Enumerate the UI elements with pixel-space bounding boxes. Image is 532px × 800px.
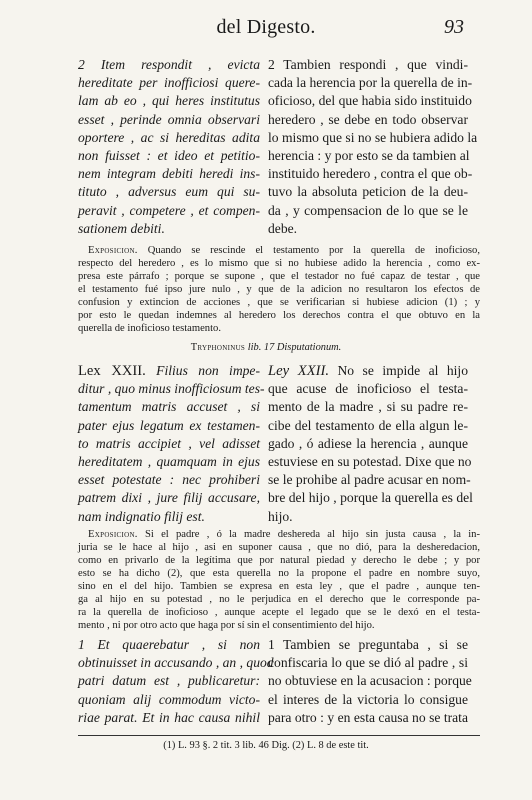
source-caption [0,342,532,353]
footnotes: (1) L. 93 §. 2 tit. 3 lib. 46 Dig. (2) L. 8 de este tit. [163,740,369,751]
text-line: para otro : y en esta causa no se trata [268,709,468,725]
lex22-spanish [268,362,473,526]
text-line: quoniam alij commodum victo- [78,691,260,707]
text-line: confusion y extincion de acciones , que se verificarian si hubiese adicion (1) ; y [78,297,480,308]
text-line: gado , ó adiese la herencia , aunque [268,435,468,451]
text-line: como en privarlo de la legítima que por natural piedad y derecho le debe ; y por [78,555,480,566]
text-line: oportere , ac si hereditas adita [78,129,260,145]
text-span: Filius non impe- [145,363,260,378]
text-line: riae parat. Et in hac causa nihil [78,709,260,725]
text-line: respecto del heredero , es lo mismo que si no hubiese adido la herencia , como ex- [78,258,480,269]
section2-latin [78,56,260,238]
text-line: peravit , competere , et compen- [78,202,260,218]
text-line: esset , perinde omnia observari [78,111,260,127]
text-line: sationem debiti. [78,220,165,236]
exposicion-paragraph-2 [78,528,480,632]
text-line: 2 Item respondit , evicta [78,57,260,72]
text-line: 1 Et quaerebatur , si non [78,637,260,652]
text-line: mento de la madre , si su padre re- [268,399,468,415]
text-line: mento , ni por otro acto que haga por sí sin el consentimiento del hijo. [78,620,375,631]
exposicion-label: Exposicion. [88,529,138,540]
text-line: tituto , adversus eum qui su- [78,184,260,200]
exposicion-paragraph-1 [78,244,480,335]
text-line [78,244,480,257]
running-title: del Digesto. [216,16,316,38]
text-line: sino en el del hijo. Tambien se expresa en esta ley , que el padre , aunque ten- [78,581,480,592]
text-line [268,362,468,380]
text-line: cibe del testamento de ella algun le- [268,417,468,433]
text-line: heredero , se debe en todo observar [268,111,468,127]
text-line: bre del hijo , porque la querella es del [268,490,473,506]
text-line: instituido heredero , contra el que ob- [268,166,473,182]
text-line: que acuse de inoficioso el testa- [268,381,468,397]
text-line: pater ejus legatum ex testamen- [78,417,260,433]
text-line: presa este párrafo ; porque se supone , que el testador no fué capaz de testar , que [78,271,480,282]
text-line: el testamento fué ipso jure nulo , y que de la adicion no resultaron los efectos de [78,284,480,295]
text-span: Quando se rescinde el testamento por la querella de inoficioso, [147,245,480,256]
text-line: patrem dixi , jure filij accusare, [78,490,260,506]
text-line: nem integram debiti heredi ins- [78,166,260,182]
source-author: Tryphoninus [190,342,246,353]
text-line: patri datum est , publicaretur: [78,673,260,689]
text-line: hereditatem , quamquam in ejus [78,454,260,470]
text-line: hereditate per inofficiosi quere- [78,75,260,91]
ley-heading: Ley XXII. [268,363,329,379]
text-span: Si el padre , ó la madre deshereda al hijo sin justa causa , la in- [145,529,480,540]
text-line: debe. [268,220,298,236]
text-line: tuvo la absoluta peticion de la deu- [268,184,468,200]
text-line [78,528,480,541]
page-number: 93 [444,16,464,38]
text-line: esset potestate : nec prohiberi [78,472,260,488]
text-line: el interes de la victoria lo consigue [268,691,468,707]
text-line: non fuisset : et ideo et petitio- [78,148,260,164]
text-line: juria se le hace al hijo , asi en suponer causa , que no dió, para la desheredacion, [78,542,480,553]
text-line: ditur , quo minus inofficiosum tes- [78,381,265,397]
exposicion-label: Exposicion. [88,245,138,256]
text-line: obtinuisset in accusando , an , quod [78,655,274,671]
lex22-latin [78,362,265,526]
text-line: hijo. [268,508,293,524]
text-line [78,362,260,380]
text-line: da , y compensacion de lo que se le [268,202,468,218]
text-line: 1 Tambien se preguntaba , si se [268,637,468,652]
text-line: querella de inoficioso testamento. [78,323,221,334]
text-line: se le prohibe al padre acusar en nom- [268,472,471,488]
section1-latin [78,636,274,727]
source-work: lib. 17 Disputationum. [247,342,342,353]
text-line: 2 Tambien respondi , que vindi- [268,57,468,72]
text-line: ra la querella de inoficioso , aunque acepte el legado que se le dexó en el testa- [78,607,480,618]
text-span: No se impide al hijo [329,363,468,378]
text-line: estuviese en su potestad. Dixe que no [268,454,472,470]
text-line: cada la herencia por la querella de in- [268,75,473,91]
lex-heading: Lex XXII. [78,363,146,379]
text-line: no obtuviese en la acusacion : porque [268,673,472,689]
page-header [0,14,532,44]
text-line: lam ab eo , qui heres institutus [78,93,260,109]
section2-spanish [268,56,478,238]
text-line: confiscaria lo que se dió al padre , si [268,655,468,671]
text-line: lo mismo que si no se hubiera adido la [268,129,478,145]
text-line: ga al hijo en su potestad , no le perjudica en el derecho que le corresponde pa- [78,594,480,605]
text-line: nam indignatio filij est. [78,508,205,524]
text-line: oficioso, del que habia sido instituido [268,93,472,109]
text-line: herencia : y por esto se da tambien al [268,148,470,164]
footnote-rule [78,735,480,736]
text-line: esto se ha dicho (2), que esta querella no la propone el padre en nombre suyo, [78,568,480,579]
section1-spanish [268,636,472,727]
text-line: tamentum matris accuset , si [78,399,260,415]
text-line: por esto le quedan indemnes al heredero los derechos contra el que obtuvo en la [78,310,480,321]
text-line: to matris accipiet , vel adisset [78,435,260,451]
